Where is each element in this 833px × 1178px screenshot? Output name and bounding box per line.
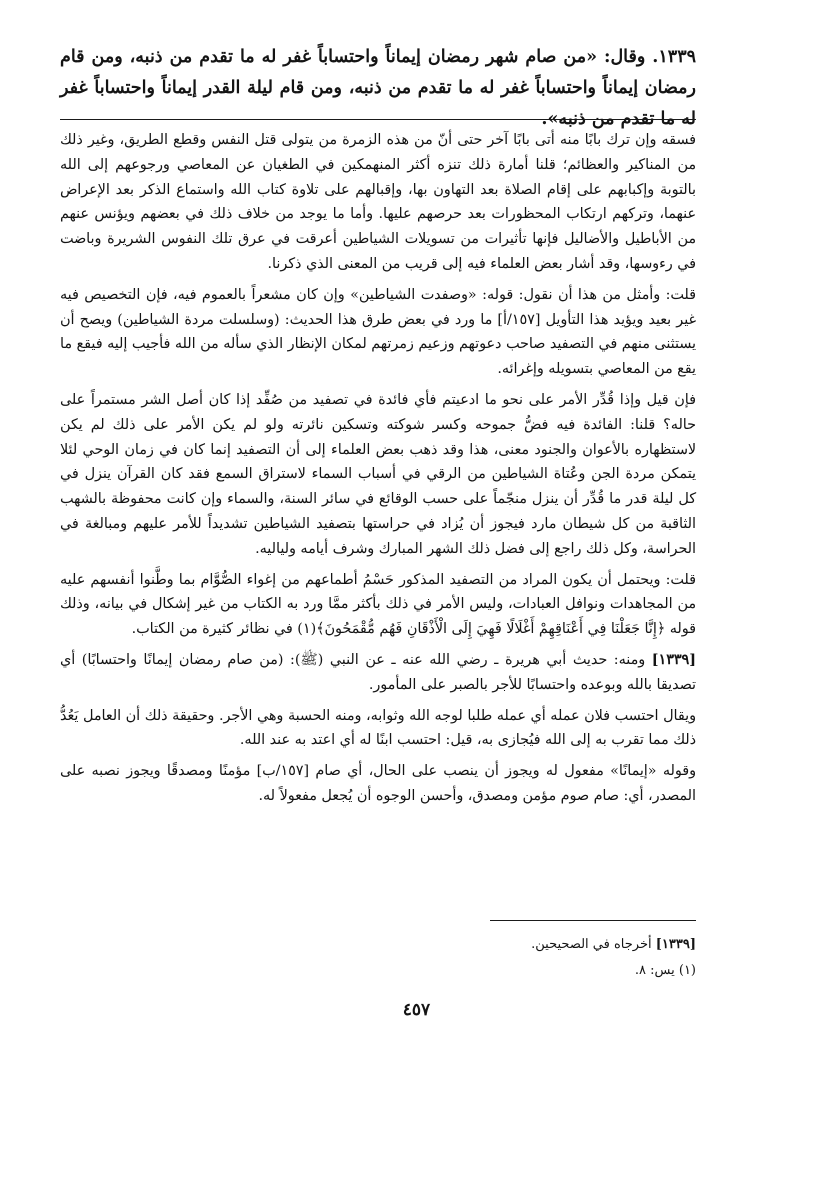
paragraph: فسقه وإن ترك بابًا منه أتى بابًا آخر حتى أنّ من هذه الزمرة من يتولى قتل النفس وقطع الطريق، وغير ذلك من المناكير والعظائم؛ قلنا أمارة ذلك تنزه أكثر المنهمكين في الطغيان عن المعاصي ورجوعهم إلى الله بالتوبة وإكبابهم على إقام الصلاة بعد التهاون بها، وإقبالهم على تلاوة كتاب الله واستماع الذكر بعد الإعراض عنهما، وتركهم ارتكاب المحظورات بعد حرصهم عليها. وأما ما يوجد من خلاف ذلك في بعضهم ويؤنس عنهم من الأباطيل والأضاليل فإنها تأثيرات من تسويلات الشياطين أعرقت في عرق تلك النفوس الشريرة وباضت في رءوسها، وقد أشار بعض العلماء فيه إلى قريب من المعنى الذي ذكرنا. <box>60 132 696 272</box>
footnote-item <box>60 932 696 958</box>
commentary-text <box>60 128 696 815</box>
hadith-number: ١٣٣٩ <box>658 47 696 67</box>
hadith-body: . وقال: «من صام شهر رمضان إيماناً واحتساباً غفر له ما تقدم من ذنبه، ومن قام رمضان إيماناً واحتساباً غفر له ما تقدم من ذنبه، ومن قام ليلة القدر إيماناً واحتساباً غفر له ما تقدم من ذنبه». <box>60 47 696 129</box>
footnote-text: أخرجاه في الصحيحين. <box>531 937 656 952</box>
paragraph: وقوله «إيمانًا» مفعول له ويجوز أن ينصب على الحال، أي صام [١٥٧/ب] مؤمنًا ومصدقًا ويجوز نصبه على المصدر، أي: صام صوم مؤمن ومصدق، وأحسن الوجوه أن يُجعل مفعولاً له. <box>60 763 696 804</box>
paragraph <box>60 648 696 698</box>
header-divider <box>60 119 696 120</box>
footnote-reference: [١٣٣٩] <box>655 937 696 952</box>
hadith-text <box>60 42 696 135</box>
paragraph: قلت: وأمثل من هذا أن نقول: قوله: «وصفدت الشياطين» وإن كان مشعراً بالعموم فيه، فإن التخصيص فيه غير بعيد ويؤيد هذا التأويل [١٥٧/أ] ما ورد في بعض طرق هذا الحديث: (وسلسلت مردة الشياطين) ويصح أن يستثنى منهم في التصفيد صاحب دعوتهم وزعيم زمرتهم لمكان الإنظار الذي سأله من الله فأجيب إليه فيقع ما يقع من المعاصي بتسويله وإغرائه. <box>59 286 696 378</box>
page-number: ٤٥٧ <box>402 1000 431 1020</box>
paragraph-body: ومنه: حديث أبي هريرة ـ رضي الله عنه ـ عن النبي (ﷺ): (من صام رمضان إيمانًا واحتسابًا) أي تصديقا بالله وبوعده واحتسابًا للأجر بالصبر على المأمور. <box>60 651 696 693</box>
paragraph: قلت: ويحتمل أن يكون المراد من التصفيد المذكور حَسْمُ أطماعهم من إغواء الصُّوَّام بما وطَّنوا أنفسهم عليه من المجاهدات ونوافل العبادات، وليس الأمر في ذلك بأكثر ممَّا ورد به الكتاب من غير إشكال في بيانه، وذلك قوله ﴿إِنَّا جَعَلْنَا فِي أَعْنَاقِهِمْ أَغْلَالًا فَهِيَ إِلَى الْأَذْقَانِ فَهُم مُّقْمَحُونَ﴾(١) في نظائر كثيرة من الكتاب. <box>60 571 696 638</box>
paragraph: ويقال احتسب فلان عمله أي عمله طلبا لوجه الله وثوابه، ومنه الحسبة وهي الأجر. وحقيقة ذلك أن العامل يَعُدُّ ذلك مما تقرب به إلى الله فيُجازى به، قيل: احتسب ابنًا له أي اعتد به عند الله. <box>60 707 696 749</box>
paragraph: فإن قيل وإذا قُدِّر الأمر على نحو ما ادعيتم فأي فائدة في تصفيد من صُفِّد إذا كان أصل الشر مستمراً على حاله؟ قلنا: الفائدة فيه فضُّ جموحه وكسر شوكته وتسكين نائرته ولو لم يكن الأمر على ذلك لم يكن لاستظهاره بالأعوان والجنود معنى، هذا وقد ذهب بعض العلماء إلى أن التصفيد إنما كان في زمان الوحي لئلا يتمكن مردة الجن وعُتاة الشياطين من الرقي في أسباب السماء لاستراق السمع فقد كان القرآن ينزل في كل ليلة قدر ما قُدِّر أن ينزل منجّماً على حسب الوقائع في سائر السنة، والسماء وإن كانت محفوظة بالشهب الثاقبة من كل شيطان مارد فيجوز أن يُزاد في حراستها بتصفيد الشياطين تشديداً للأمر عليهم ومبالغة في الحراسة، وكل ذلك راجع إلى فضل ذلك الشهر المبارك وشرف أيامه ولياليه. <box>60 391 696 557</box>
hadith-reference: [١٣٣٩] <box>651 651 696 668</box>
footnotes <box>60 932 696 984</box>
footnote-item: (١) يس: ٨. <box>634 963 696 978</box>
footnote-divider <box>490 920 696 921</box>
